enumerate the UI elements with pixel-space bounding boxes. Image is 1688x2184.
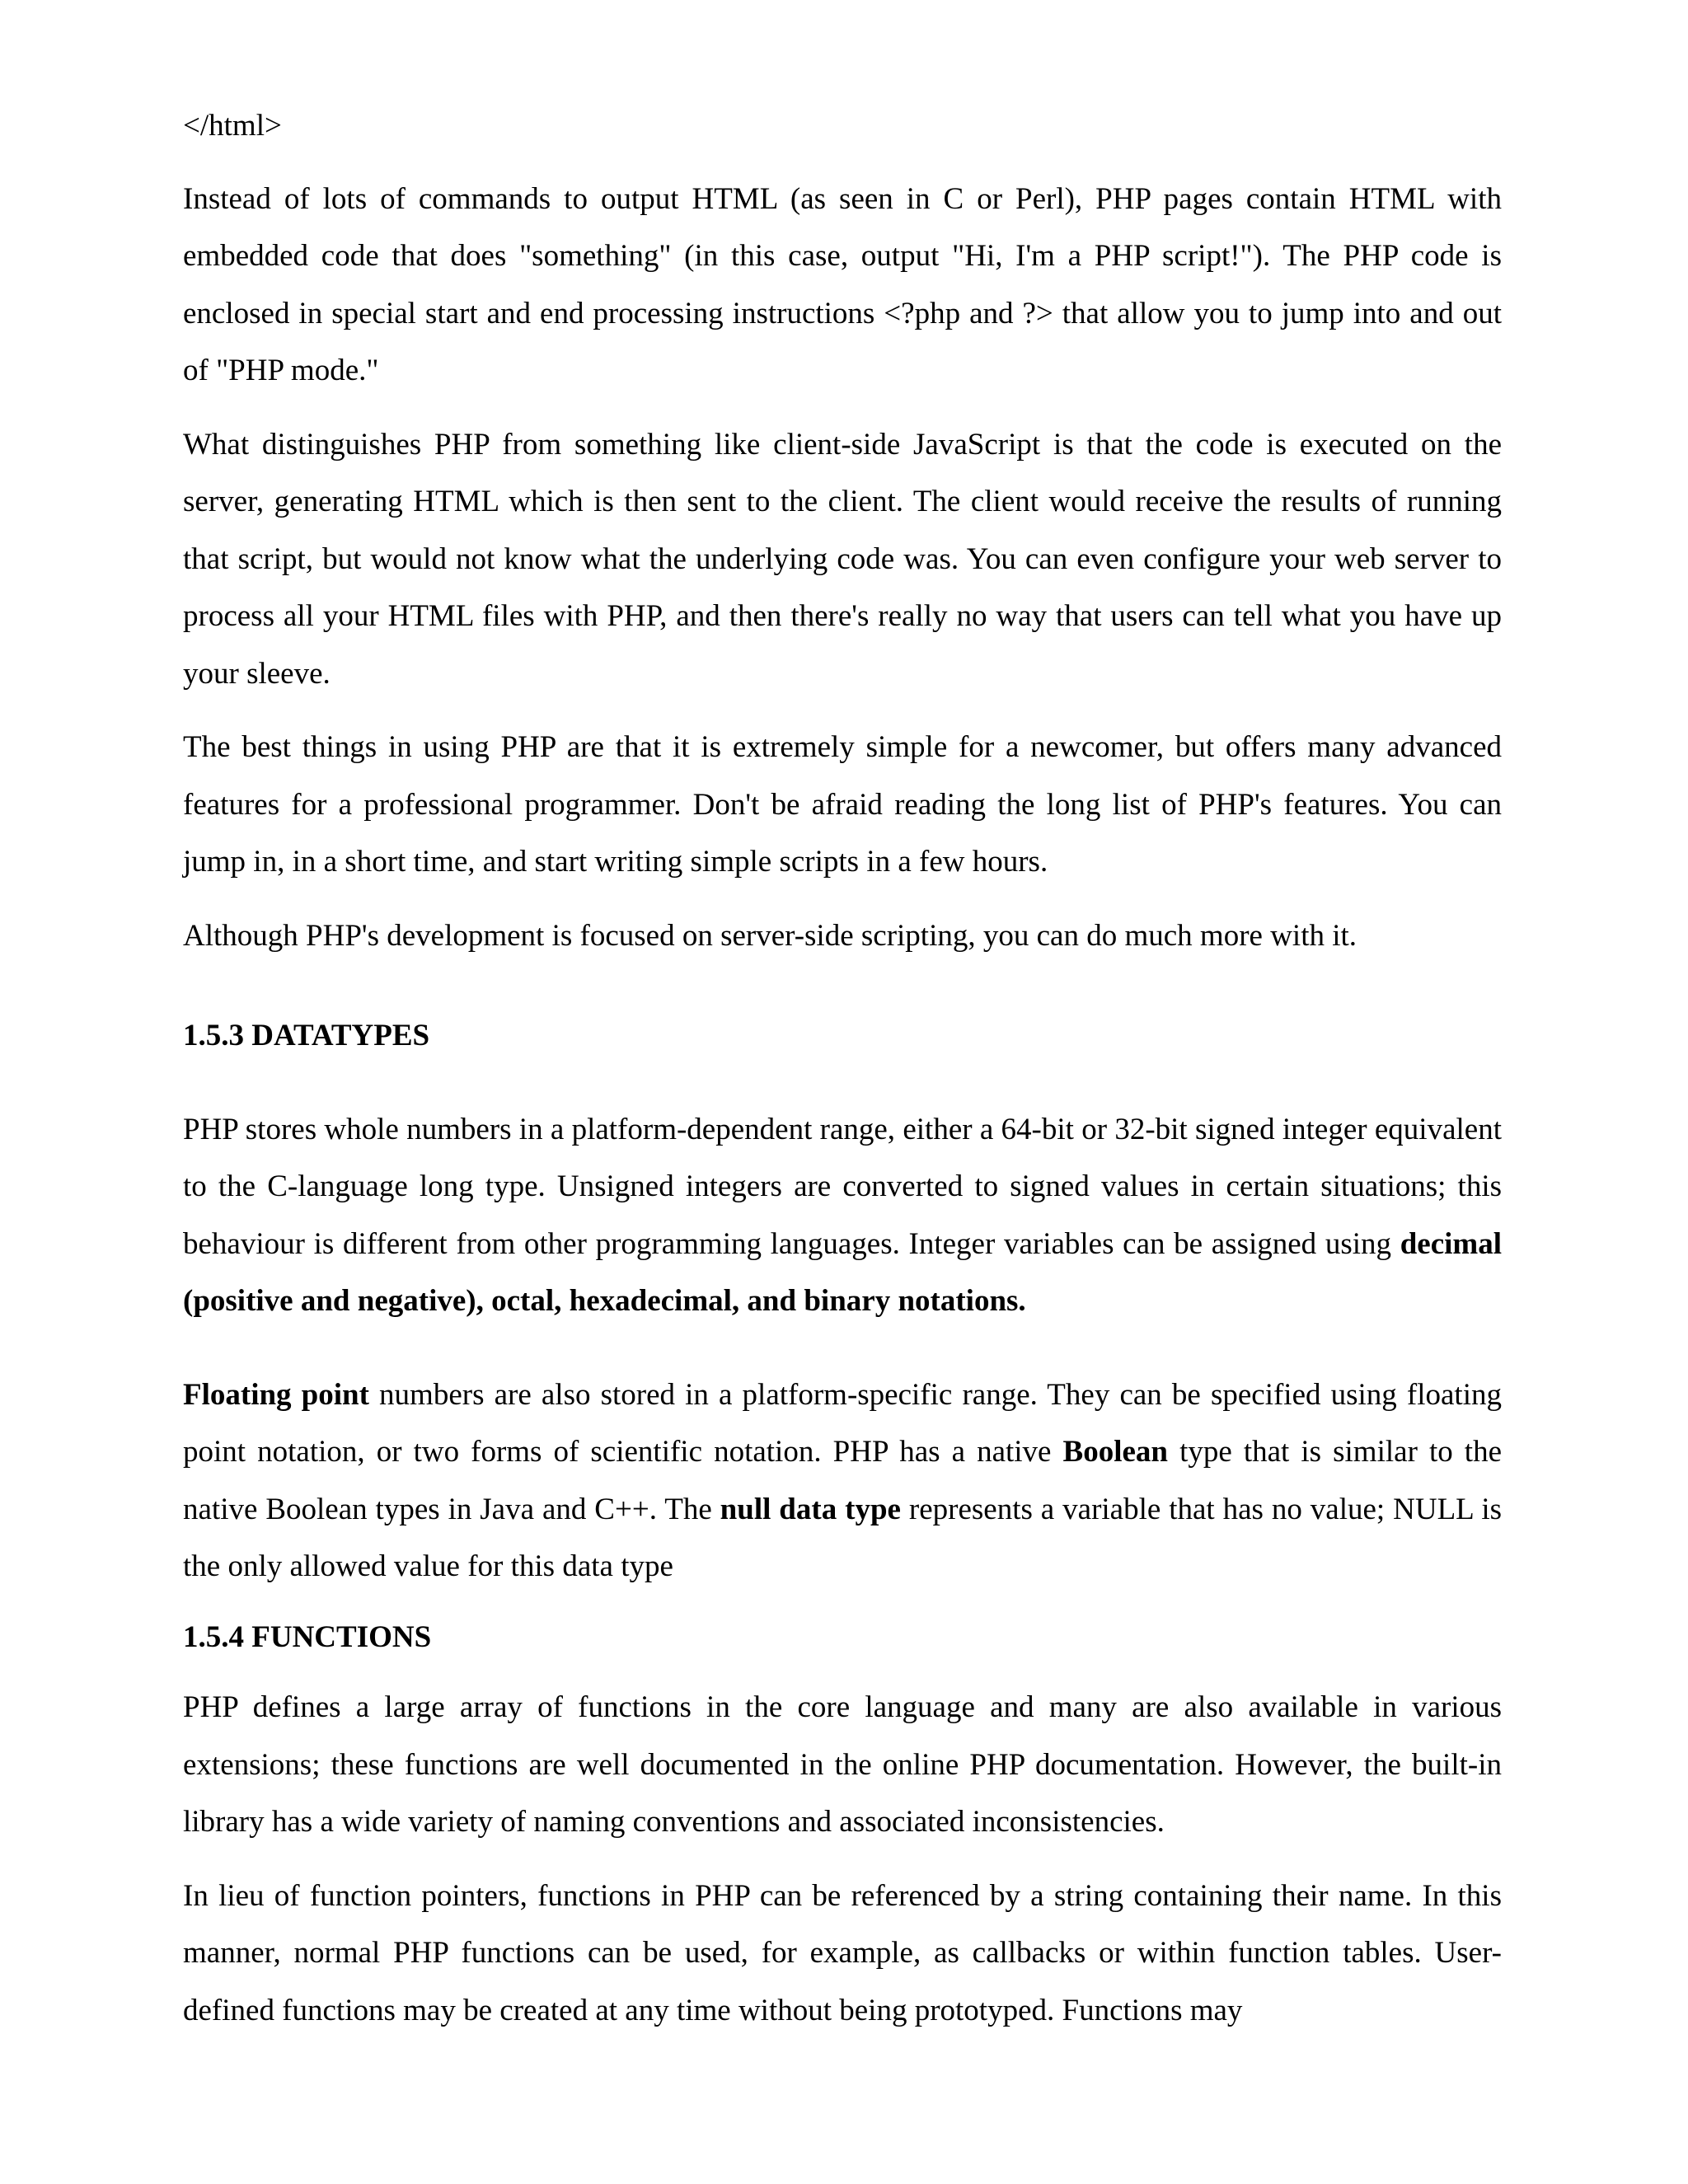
boolean-bold: Boolean	[1062, 1435, 1169, 1469]
paragraph-floating-point	[183, 1366, 1502, 1596]
paragraph-development-focus: Although PHP's development is focused on server-side scripting, you can do much more with it.	[183, 918, 1357, 953]
page-content	[183, 97, 1502, 2039]
code-line: </html>	[183, 109, 282, 143]
paragraph-functions-core: PHP defines a large array of functions in the core language and many are also available in various extensions; these functions are well documented in the online PHP documentation. However, the built-in library has a wide variety of naming conventions and associated inconsistencies.	[183, 1690, 1502, 1839]
boolean-text: type that is similar to the native Boolean types in Java and C++. The	[183, 1435, 1502, 1526]
floating-point-bold: Floating point	[183, 1377, 369, 1412]
null-data-type-bold: null data type	[720, 1492, 901, 1526]
integer-notations-bold: decimal (positive and negative), octal, hexadecimal, and binary notations.	[183, 1226, 1502, 1318]
paragraph-function-pointers: In lieu of function pointers, functions in PHP can be referenced by a string containing their name. In this manner, normal PHP functions can be used, for example, as callbacks or within function tables. User-defined functions may be created at any time without being prototyped. Functions may	[183, 1878, 1502, 2027]
paragraph-php-embedded: Instead of lots of commands to output HTML (as seen in C or Perl), PHP pages contain HTML with embedded code that does "something" (in this case, output "Hi, I'm a PHP script!"). The PHP code is enclosed in special start and end processing instructions <?php and ?> that allow you to jump into and out of "PHP mode."	[183, 181, 1502, 387]
section-heading-datatypes: 1.5.3 DATATYPES	[183, 1019, 430, 1052]
section-heading-functions: 1.5.4 FUNCTIONS	[183, 1619, 432, 1654]
paragraph-integers	[183, 1101, 1502, 1330]
paragraph-best-things: The best things in using PHP are that it is extremely simple for a newcomer, but offers many advanced features for a professional programmer. Don't be afraid reading the long list of PHP's features. You can jump in, in a short time, and start writing simple scripts in a few hours.	[183, 730, 1502, 879]
paragraph-server-side: What distinguishes PHP from something like client-side JavaScript is that the code is executed on the server, generating HTML which is then sent to the client. The client would receive the results of running that script, but would not know what the underlying code was. You can even configure your web server to process all your HTML files with PHP, and then there's really no way that users can tell what you have up your sleeve.	[183, 427, 1502, 691]
floating-point-text: numbers are also stored in a platform-specific range. They can be specified using floating point notation, or two forms of scientific notation. PHP has a native	[183, 1377, 1502, 1469]
integers-text: PHP stores whole numbers in a platform-dependent range, either a 64-bit or 32-bit signed integer equivalent to the C-language long type. Unsigned integers are converted to signed values in certain situations; this behaviour is different from other programming languages. Integer variables can be assigned using	[183, 1112, 1502, 1261]
null-text: represents a variable that has no value; NULL is the only allowed value for this data type	[183, 1492, 1503, 1583]
